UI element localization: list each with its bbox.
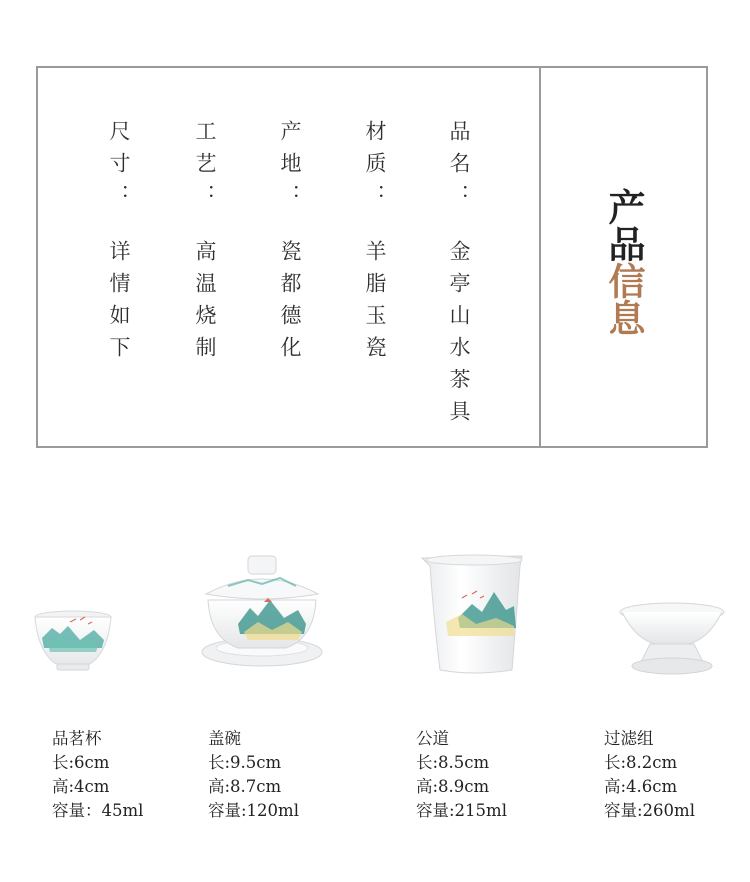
spec-gaiwan [208, 727, 299, 823]
strainer-image [616, 600, 728, 680]
field-value: 高温烧制 [193, 240, 217, 368]
product-info-panel [36, 66, 708, 448]
product-name: 公道 [416, 729, 449, 748]
product-capacity: 容量:215ml [416, 801, 507, 820]
teacup-image [30, 600, 116, 676]
product-height: 高:4.6cm [604, 777, 678, 796]
product-name: 盖碗 [208, 729, 241, 748]
product-length: 长:6cm [52, 753, 110, 772]
field-label: 尺寸： [107, 120, 131, 216]
product-height: 高:4cm [52, 777, 110, 796]
product-length: 长:8.5cm [416, 753, 490, 772]
product-height: 高:8.7cm [208, 777, 282, 796]
spec-strainer [604, 727, 695, 823]
panel-divider [539, 68, 541, 446]
field-size [104, 120, 134, 368]
field-value: 羊脂玉瓷 [363, 240, 387, 368]
section-title [604, 188, 644, 336]
field-value: 瓷都德化 [278, 240, 302, 368]
gaiwan-image [198, 552, 326, 676]
product-length: 长:8.2cm [604, 753, 678, 772]
pitcher-image [418, 552, 530, 678]
product-capacity: 容量:260ml [604, 801, 695, 820]
product-height: 高:8.9cm [416, 777, 490, 796]
field-value: 详情如下 [107, 240, 131, 368]
field-craft [190, 120, 220, 368]
field-material [360, 120, 390, 368]
field-label: 材质： [363, 120, 387, 216]
product-length: 长:9.5cm [208, 753, 282, 772]
product-name: 过滤组 [604, 729, 654, 748]
spec-teacup [52, 727, 143, 823]
product-capacity: 容量：45ml [52, 801, 144, 820]
field-value: 金亭山水茶具 [447, 240, 471, 432]
spec-pitcher [416, 727, 507, 823]
title-part-2: 信息 [602, 262, 646, 336]
field-label: 产地： [278, 120, 302, 216]
product-name: 品茗杯 [52, 729, 102, 748]
field-product-name [444, 120, 474, 432]
product-capacity: 容量:120ml [208, 801, 299, 820]
field-label: 品名： [447, 120, 471, 216]
title-part-1: 产品 [602, 188, 646, 262]
field-origin [275, 120, 305, 368]
field-label: 工艺： [193, 120, 217, 216]
